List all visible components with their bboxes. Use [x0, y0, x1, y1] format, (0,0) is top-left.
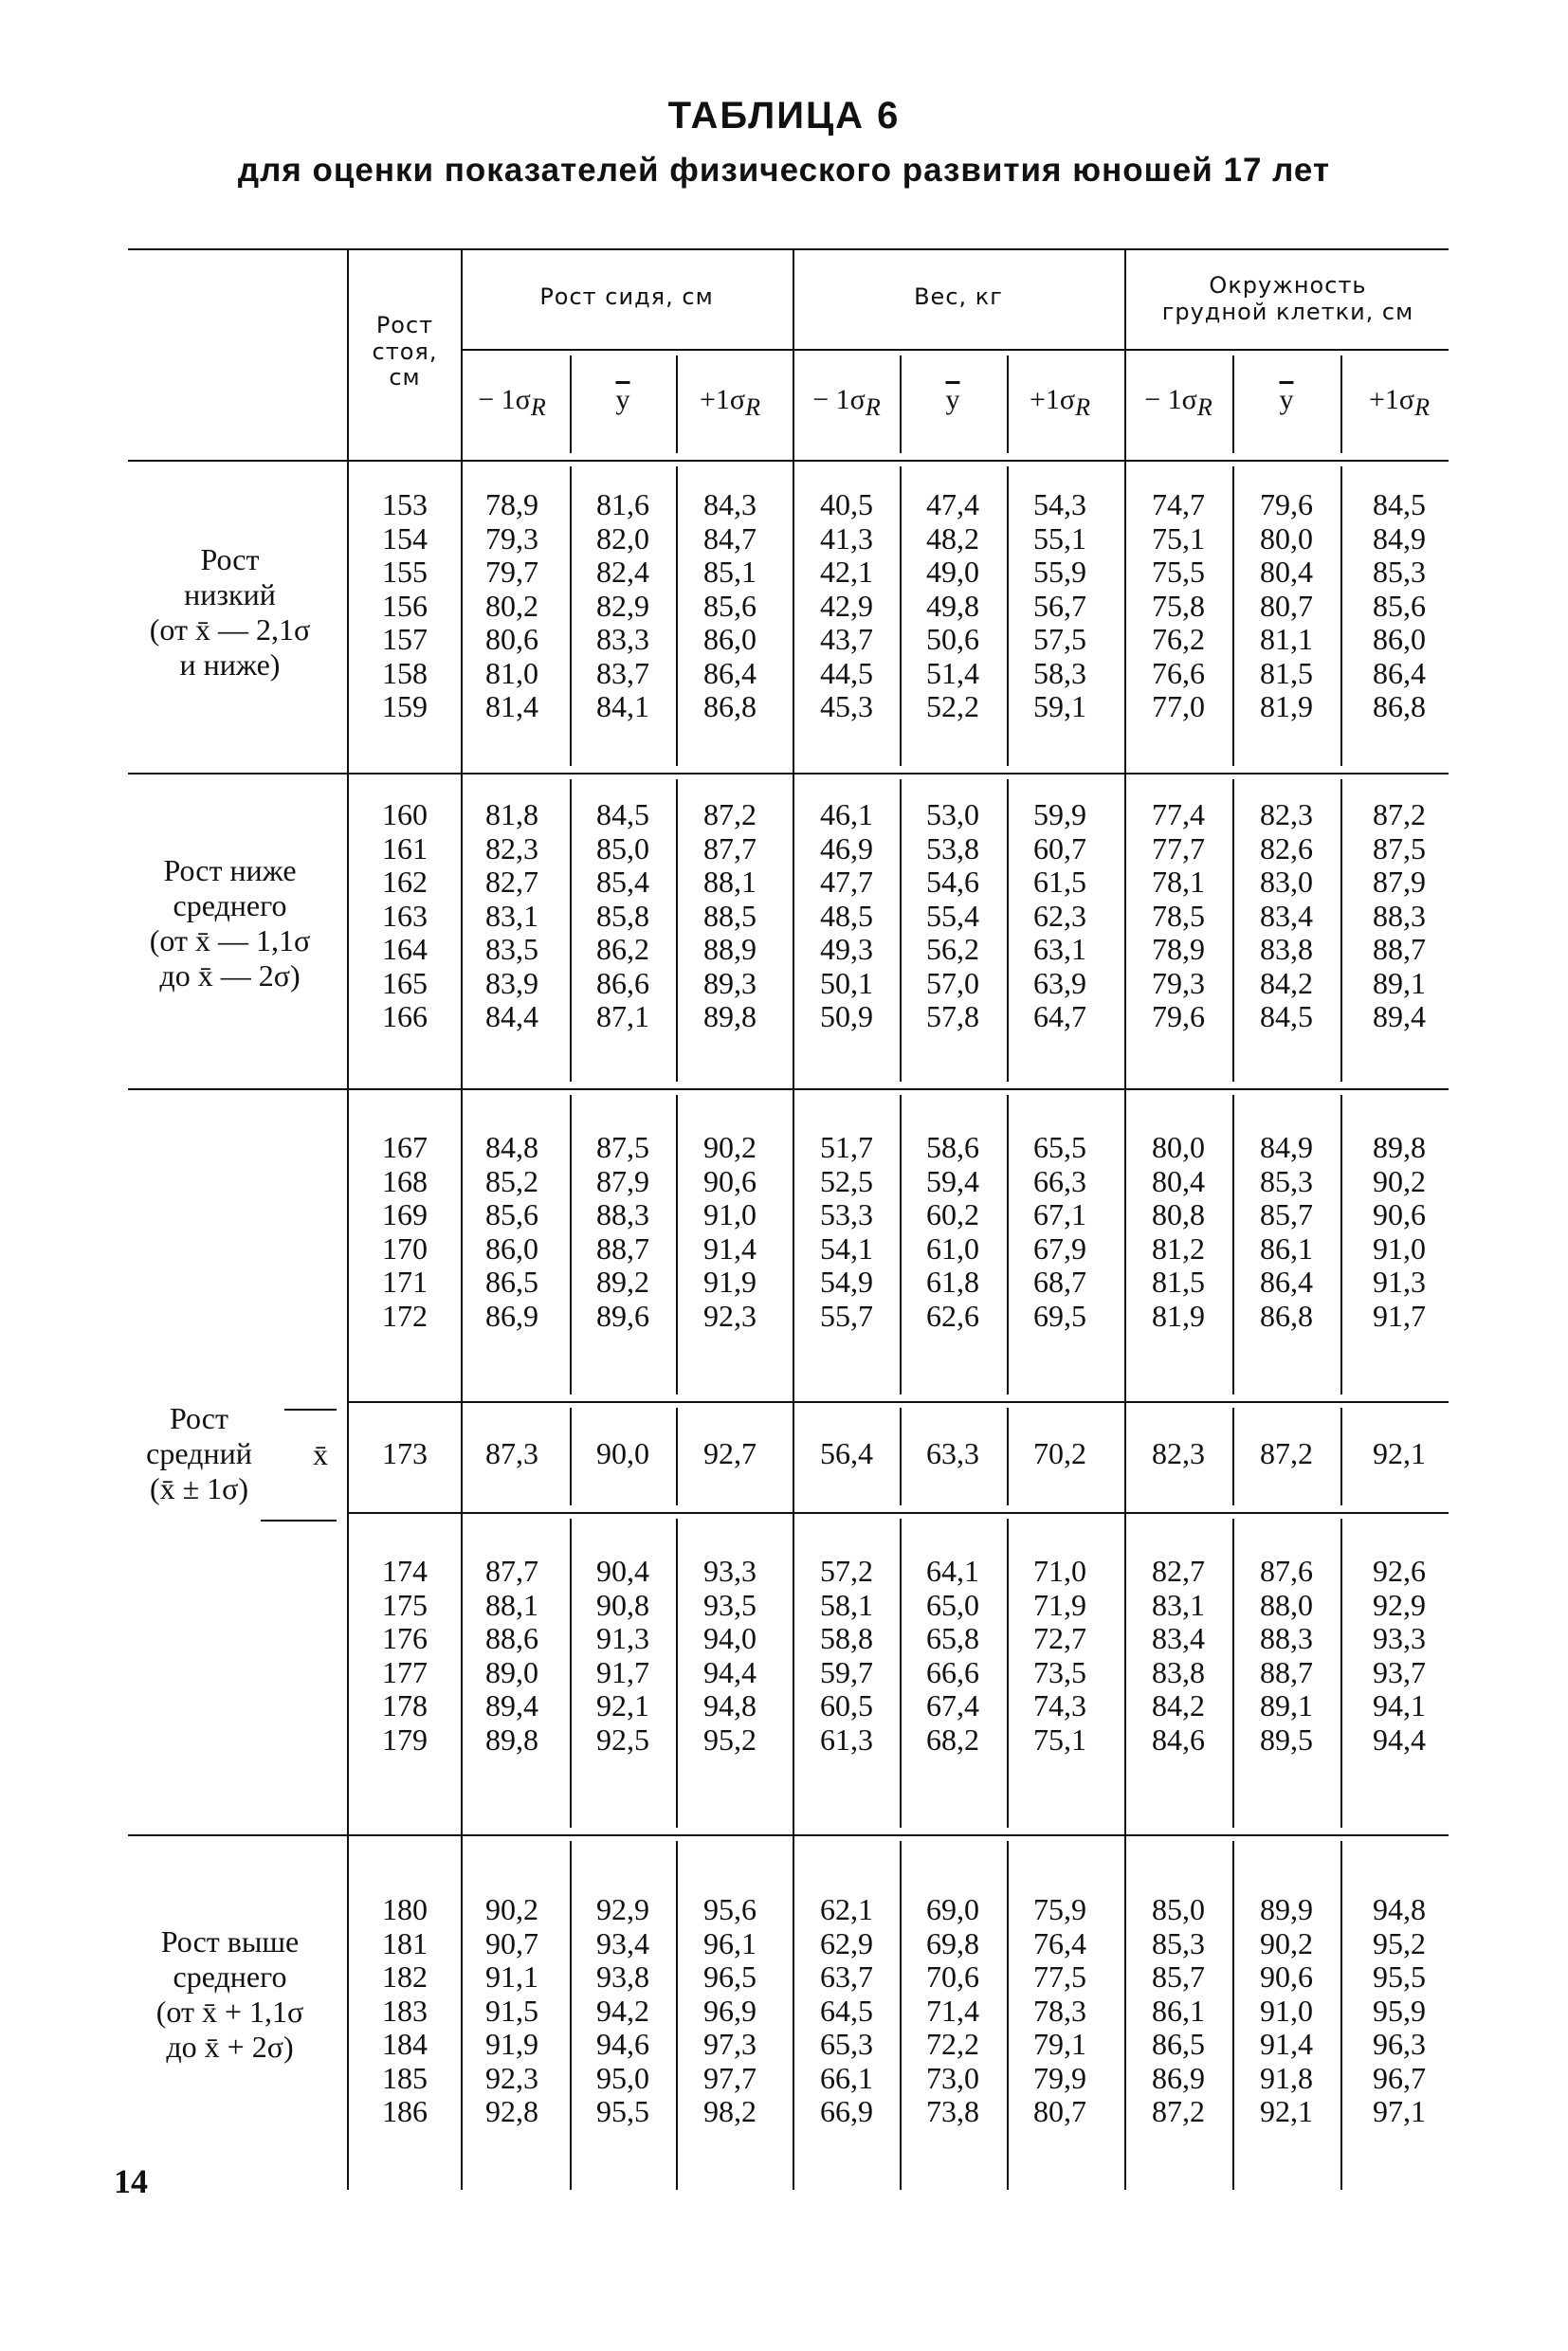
rule-line	[1340, 1408, 1342, 1505]
group-below-average-col-ch-plus: 87,2 87,5 87,9 88,3 88,7 89,1 89,4	[1373, 797, 1426, 1033]
group-above-average-col-ch-minus: 85,0 85,3 85,7 86,1 86,5 86,9 87,2	[1152, 1892, 1205, 2128]
rule-line	[570, 1841, 572, 2190]
subheader-sit-minus: − $1\sigma_R$	[478, 384, 546, 421]
rule-line	[793, 248, 794, 2190]
group-average-lower-col-sit-y: 90,4 90,8 91,3 91,7 92,1 92,5	[596, 1554, 649, 1757]
group-low-col-wt-y: 47,4 48,2 49,0 49,8 50,6 51,4 52,2	[926, 487, 979, 723]
mean-row-col-sit-y: 90,0	[596, 1436, 649, 1470]
group-average-lower-col-ch-plus: 92,6 92,9 93,3 93,7 94,1 94,4	[1373, 1554, 1426, 1757]
rule-line	[1232, 779, 1234, 1082]
group-above-average-col-sit-y: 92,9 93,4 93,8 94,2 94,6 95,0 95,5	[596, 1892, 649, 2128]
rule-line	[1007, 1841, 1009, 2190]
rule-line	[1007, 1519, 1009, 1828]
group-above-average-col-wt-y: 69,0 69,8 70,6 71,4 72,2 73,0 73,8	[926, 1892, 979, 2128]
rule-line	[900, 1519, 902, 1828]
group-low-col-ch-y: 79,6 80,0 80,4 80,7 81,1 81,5 81,9	[1260, 487, 1313, 723]
group-average-lower-col-sit-plus: 93,3 93,5 94,0 94,4 94,8 95,2	[703, 1554, 757, 1757]
group-above-average-col-height: 180 181 182 183 184 185 186	[382, 1892, 428, 2128]
subheader-wt-y: $\overline{y}$	[945, 384, 960, 415]
mean-row-col-wt-minus: 56,4	[820, 1436, 873, 1470]
table-subtitle: для оценки показателей физического развития юношей 17 лет	[237, 152, 1331, 189]
group-average-lower-col-wt-plus: 71,0 71,9 72,7 73,5 74,3 75,1	[1033, 1554, 1086, 1757]
rule-line	[1124, 248, 1126, 2190]
mean-symbol: x̄	[313, 1437, 328, 1471]
group-average-upper-col-ch-minus: 80,0 80,4 80,8 81,2 81,5 81,9	[1152, 1130, 1205, 1333]
rule-line	[261, 1520, 337, 1522]
group-low-col-ch-minus: 74,7 75,1 75,5 75,8 76,2 76,6 77,0	[1152, 487, 1205, 723]
rule-line	[570, 1095, 572, 1394]
rule-line	[900, 1095, 902, 1394]
group-above-average-col-ch-plus: 94,8 95,2 95,5 95,9 96,3 96,7 97,1	[1373, 1892, 1426, 2128]
group-average-upper-col-sit-minus: 84,8 85,2 85,6 86,0 86,5 86,9	[485, 1130, 538, 1333]
subheader-ch-y: $\overline{y}$	[1279, 384, 1294, 415]
group-label-above-average: Рост выше среднего (от x̄ + 1,1σ до x̄ + 2σ)	[155, 1924, 304, 2064]
mean-row-col-ch-minus: 82,3	[1152, 1436, 1205, 1470]
rule-line	[461, 248, 463, 2190]
group-below-average-col-sit-minus: 81,8 82,3 82,7 83,1 83,5 83,9 84,4	[485, 797, 538, 1033]
header-height-standing: Рост стоя, см	[372, 312, 438, 392]
group-above-average-col-wt-plus: 75,9 76,4 77,5 78,3 79,1 79,9 80,7	[1033, 1892, 1086, 2128]
group-below-average-col-sit-plus: 87,2 87,7 88,1 88,5 88,9 89,3 89,8	[703, 797, 757, 1033]
group-label-average: Рост средний (x̄ ± 1σ)	[146, 1401, 252, 1505]
subheader-sit-y: $\overline{y}$	[615, 384, 630, 415]
rule-line	[1232, 466, 1234, 766]
group-average-upper-col-sit-plus: 90,2 90,6 91,0 91,4 91,9 92,3	[703, 1130, 757, 1333]
group-below-average-col-ch-minus: 77,4 77,7 78,1 78,5 78,9 79,3 79,6	[1152, 797, 1205, 1033]
group-below-average-col-wt-y: 53,0 53,8 54,6 55,4 56,2 57,0 57,8	[926, 797, 979, 1033]
group-below-average-col-wt-plus: 59,9 60,7 61,5 62,3 63,1 63,9 64,7	[1033, 797, 1086, 1033]
rule-line	[349, 1512, 1449, 1514]
group-below-average-col-height: 160 161 162 163 164 165 166	[382, 797, 428, 1033]
group-below-average-col-ch-y: 82,3 82,6 83,0 83,4 83,8 84,2 84,5	[1260, 797, 1313, 1033]
header-chest: Окружность грудной клетки, см	[1161, 272, 1414, 325]
group-label-low: Рост низкий (от x̄ — 2,1σ и ниже)	[149, 542, 311, 682]
rule-line	[1340, 466, 1342, 766]
mean-row-col-ch-y: 87,2	[1260, 1436, 1313, 1470]
rule-line	[128, 248, 1449, 250]
rule-line	[1007, 1408, 1009, 1505]
rule-line	[900, 355, 902, 453]
group-average-lower-col-ch-minus: 82,7 83,1 83,4 83,8 84,2 84,6	[1152, 1554, 1205, 1757]
rule-line	[676, 1841, 678, 2190]
rule-line	[676, 466, 678, 766]
group-above-average-col-wt-minus: 62,1 62,9 63,7 64,5 65,3 66,1 66,9	[820, 1892, 873, 2128]
group-low-col-sit-plus: 84,3 84,7 85,1 85,6 86,0 86,4 86,8	[703, 487, 757, 723]
mean-row-col-wt-y: 63,3	[926, 1436, 979, 1470]
rule-line	[1007, 1095, 1009, 1394]
rule-line	[676, 355, 678, 453]
rule-line	[284, 1409, 337, 1411]
rule-line	[1007, 355, 1009, 453]
rule-line	[570, 779, 572, 1082]
subheader-sit-plus: $+1\sigma_R$	[700, 384, 760, 421]
group-label-below-average: Рост ниже среднего (от x̄ — 1,1σ до x̄ — 2σ)	[149, 853, 311, 993]
rule-line	[676, 1519, 678, 1828]
header-weight: Вес, кг	[914, 283, 1003, 310]
rule-line	[570, 466, 572, 766]
group-average-upper-col-sit-y: 87,5 87,9 88,3 88,7 89,2 89,6	[596, 1130, 649, 1333]
group-above-average-col-sit-minus: 90,2 90,7 91,1 91,5 91,9 92,3 92,8	[485, 1892, 538, 2128]
group-average-lower-col-height: 174 175 176 177 178 179	[382, 1554, 428, 1757]
group-low-col-sit-y: 81,6 82,0 82,4 82,9 83,3 83,7 84,1	[596, 487, 649, 723]
subheader-ch-plus: $+1\sigma_R$	[1369, 384, 1430, 421]
group-average-upper-col-ch-plus: 89,8 90,2 90,6 91,0 91,3 91,7	[1373, 1130, 1426, 1333]
rule-line	[1232, 1095, 1234, 1394]
group-average-upper-col-height: 167 168 169 170 171 172	[382, 1130, 428, 1333]
mean-row-col-sit-plus: 92,7	[703, 1436, 757, 1470]
rule-line	[347, 248, 349, 2190]
header-sitting-height: Рост сидя, см	[539, 283, 714, 310]
mean-row-col-ch-plus: 92,1	[1373, 1436, 1426, 1470]
group-average-upper-col-ch-y: 84,9 85,3 85,7 86,1 86,4 86,8	[1260, 1130, 1313, 1333]
rule-line	[676, 1095, 678, 1394]
group-average-upper-col-wt-minus: 51,7 52,5 53,3 54,1 54,9 55,7	[820, 1130, 873, 1333]
rule-line	[1340, 1841, 1342, 2190]
rule-line	[1124, 349, 1449, 351]
rule-line	[1232, 1408, 1234, 1505]
group-above-average-col-sit-plus: 95,6 96,1 96,5 96,9 97,3 97,7 98,2	[703, 1892, 757, 2128]
mean-row-col-sit-minus: 87,3	[485, 1436, 538, 1470]
group-average-lower-col-sit-minus: 87,7 88,1 88,6 89,0 89,4 89,8	[485, 1554, 538, 1757]
mean-row-col-wt-plus: 70,2	[1033, 1436, 1086, 1470]
rule-line	[676, 779, 678, 1082]
rule-line	[1232, 1841, 1234, 2190]
group-low-col-sit-minus: 78,9 79,3 79,7 80,2 80,6 81,0 81,4	[485, 487, 538, 723]
rule-line	[676, 1408, 678, 1505]
rule-line	[900, 466, 902, 766]
subheader-wt-plus: $+1\sigma_R$	[1030, 384, 1090, 421]
group-average-lower-col-wt-minus: 57,2 58,1 58,8 59,7 60,5 61,3	[820, 1554, 873, 1757]
rule-line	[1340, 1519, 1342, 1828]
rule-line	[570, 1519, 572, 1828]
rule-line	[349, 1401, 1449, 1403]
subheader-ch-minus: − $1\sigma_R$	[1144, 384, 1212, 421]
rule-line	[128, 1834, 1449, 1836]
rule-line	[900, 1841, 902, 2190]
group-low-col-wt-minus: 40,5 41,3 42,1 42,9 43,7 44,5 45,3	[820, 487, 873, 723]
subheader-wt-minus: − $1\sigma_R$	[812, 384, 881, 421]
page-number: 14	[114, 2162, 148, 2200]
rule-line	[570, 1408, 572, 1505]
group-above-average-col-ch-y: 89,9 90,2 90,6 91,0 91,4 91,8 92,1	[1260, 1892, 1313, 2128]
rule-line	[461, 349, 793, 351]
rule-line	[570, 355, 572, 453]
group-average-upper-col-wt-y: 58,6 59,4 60,2 61,0 61,8 62,6	[926, 1130, 979, 1333]
group-low-col-height: 153 154 155 156 157 158 159	[382, 487, 428, 723]
rule-line	[1232, 1519, 1234, 1828]
rule-line	[1340, 1095, 1342, 1394]
group-average-upper-col-wt-plus: 65,5 66,3 67,1 67,9 68,7 69,5	[1033, 1130, 1086, 1333]
group-average-lower-col-ch-y: 87,6 88,0 88,3 88,7 89,1 89,5	[1260, 1554, 1313, 1757]
rule-line	[128, 773, 1449, 775]
rule-line	[1340, 355, 1342, 453]
rule-line	[1007, 779, 1009, 1082]
group-below-average-col-sit-y: 84,5 85,0 85,4 85,8 86,2 86,6 87,1	[596, 797, 649, 1033]
group-average-lower-col-wt-y: 64,1 65,0 65,8 66,6 67,4 68,2	[926, 1554, 979, 1757]
mean-row-col-height: 173	[382, 1436, 428, 1470]
group-low-col-ch-plus: 84,5 84,9 85,3 85,6 86,0 86,4 86,8	[1373, 487, 1426, 723]
rule-line	[128, 460, 1449, 462]
rule-line	[128, 1088, 1449, 1090]
rule-line	[1340, 779, 1342, 1082]
rule-line	[900, 1408, 902, 1505]
rule-line	[793, 349, 1124, 351]
rule-line	[1007, 466, 1009, 766]
group-below-average-col-wt-minus: 46,1 46,9 47,7 48,5 49,3 50,1 50,9	[820, 797, 873, 1033]
group-low-col-wt-plus: 54,3 55,1 55,9 56,7 57,5 58,3 59,1	[1033, 487, 1086, 723]
rule-line	[900, 779, 902, 1082]
table-title: ТАБЛИЦА 6	[667, 95, 901, 137]
rule-line	[1232, 355, 1234, 453]
